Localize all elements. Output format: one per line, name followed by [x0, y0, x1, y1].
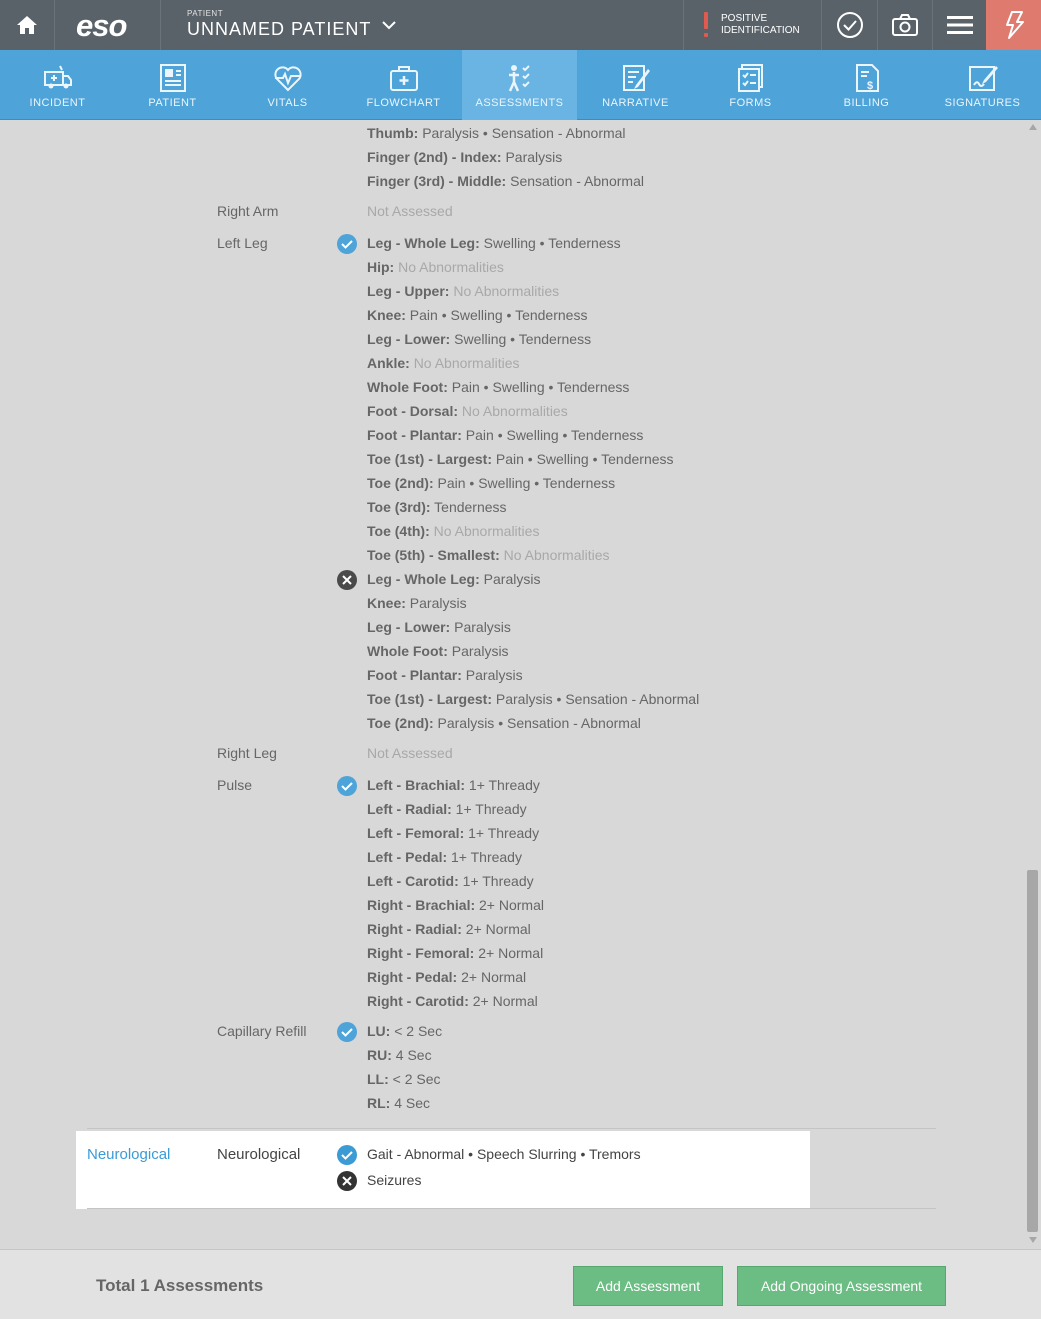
- scroll-up-arrow-icon[interactable]: [1029, 124, 1037, 130]
- tab-label: PATIENT: [148, 97, 197, 109]
- category-label-pulse: Pulse: [217, 777, 253, 793]
- assessment-line: Left - Pedal: 1+ Thready: [367, 849, 522, 865]
- tab-billing[interactable]: [809, 50, 924, 120]
- tab-label: NARRATIVE: [602, 97, 669, 109]
- assessment-line: Right - Radial: 2+ Normal: [367, 921, 531, 937]
- assessment-line: Toe (4th): No Abnormalities: [367, 523, 540, 539]
- assessment-line: Finger (2nd) - Index: Paralysis: [367, 149, 563, 165]
- assessment-line: Right - Carotid: 2+ Normal: [367, 993, 538, 1009]
- divider: [683, 0, 684, 50]
- assessment-line: Knee: Pain • Swelling • Tenderness: [367, 307, 588, 323]
- tab-signatures[interactable]: [925, 50, 1040, 120]
- neurological-row[interactable]: [76, 1131, 810, 1209]
- footer-bar: [0, 1249, 1041, 1319]
- assessment-line: Leg - Whole Leg: Paralysis: [367, 571, 541, 587]
- x-circle-icon: [337, 1171, 357, 1191]
- assessment-line: Thumb: Paralysis • Sensation - Abnormal: [367, 125, 626, 141]
- patient-card-icon: [158, 64, 188, 92]
- scrollbar-thumb[interactable]: [1027, 870, 1038, 1232]
- check-circle-icon: [337, 1022, 357, 1042]
- assessment-line: Toe (2nd): Paralysis • Sensation - Abnormal: [367, 715, 641, 731]
- assessment-line: Leg - Lower: Paralysis: [367, 619, 511, 635]
- section-nav: [0, 50, 1041, 120]
- divider: [160, 0, 161, 50]
- menu-icon: [947, 15, 973, 35]
- flash-button[interactable]: [986, 0, 1041, 50]
- assessment-line: LL: < 2 Sec: [367, 1071, 441, 1087]
- signature-icon: [968, 64, 998, 92]
- flash-icon: [1003, 11, 1025, 39]
- not-assessed-value: Not Assessed: [367, 203, 453, 219]
- assessment-line: Right - Femoral: 2+ Normal: [367, 945, 544, 961]
- tab-label: INCIDENT: [29, 97, 86, 109]
- brand-logo: eso: [76, 8, 127, 43]
- assessment-line: Right - Brachial: 2+ Normal: [367, 897, 544, 913]
- x-circle-icon: [337, 570, 357, 590]
- assessment-line: Left - Brachial: 1+ Thready: [367, 777, 540, 793]
- svg-text:$: $: [867, 80, 874, 92]
- menu-button[interactable]: [933, 0, 986, 50]
- tab-incident[interactable]: [0, 50, 115, 120]
- divider: [87, 1128, 936, 1129]
- assessment-line: Foot - Plantar: Pain • Swelling • Tenderness: [367, 427, 644, 443]
- alert-icon: [704, 12, 708, 29]
- tab-label: ASSESSMENTS: [475, 97, 564, 109]
- heart-pulse-icon: [273, 64, 303, 92]
- camera-icon: [891, 13, 919, 37]
- tab-patient[interactable]: [115, 50, 230, 120]
- positive-identification-label: POSITIVE IDENTIFICATION: [721, 13, 800, 36]
- assessment-line: Whole Foot: Paralysis: [367, 643, 509, 659]
- category-label-capillary-refill: Capillary Refill: [217, 1023, 307, 1039]
- tab-narrative[interactable]: [578, 50, 693, 120]
- assessment-line: Ankle: No Abnormalities: [367, 355, 520, 371]
- category-label-right-leg: Right Leg: [217, 745, 277, 761]
- alert-icon-dot: [704, 33, 708, 37]
- tab-vitals[interactable]: [230, 50, 345, 120]
- assessment-line: RL: 4 Sec: [367, 1095, 431, 1111]
- billing-icon: [852, 64, 882, 92]
- tab-label: FLOWCHART: [366, 97, 441, 109]
- assessment-line: Toe (3rd): Tenderness: [367, 499, 507, 515]
- assessment-line: Right - Pedal: 2+ Normal: [367, 969, 527, 985]
- chevron-down-icon: [382, 20, 396, 30]
- section-link-neurological[interactable]: Neurological: [87, 1146, 171, 1163]
- assessment-line: Left - Carotid: 1+ Thready: [367, 873, 534, 889]
- tab-label: FORMS: [729, 97, 772, 109]
- add-ongoing-assessment-button[interactable]: Add Ongoing Assessment: [737, 1266, 946, 1306]
- assessment-line: Leg - Upper: No Abnormalities: [367, 283, 560, 299]
- total-assessments: Total 1 Assessments: [96, 1276, 264, 1295]
- forms-icon: [736, 64, 766, 92]
- divider: [87, 1208, 936, 1209]
- not-assessed-value: Not Assessed: [367, 745, 453, 761]
- check-circle-icon: [836, 11, 864, 39]
- tab-label: VITALS: [267, 97, 308, 109]
- assessment-line: Finger (3rd) - Middle: Sensation - Abnormal: [367, 173, 644, 189]
- tab-label: BILLING: [843, 97, 890, 109]
- category-label-neurological: Neurological: [217, 1146, 301, 1163]
- ambulance-icon: [43, 64, 73, 92]
- assessment-line: Toe (1st) - Largest: Pain • Swelling • Tenderness: [367, 451, 674, 467]
- neuro-negative-findings: Seizures: [367, 1172, 422, 1188]
- category-label-left-leg: Left Leg: [217, 235, 268, 251]
- home-button[interactable]: [0, 0, 55, 50]
- assessment-line: Leg - Lower: Swelling • Tenderness: [367, 331, 592, 347]
- home-icon: [16, 15, 38, 35]
- neuro-positive-findings: Gait - Abnormal • Speech Slurring • Tremors: [367, 1146, 641, 1162]
- check-circle-icon: [337, 234, 357, 254]
- pencil-doc-icon: [621, 64, 651, 92]
- medkit-icon: [389, 64, 419, 92]
- assessment-line: Knee: Paralysis: [367, 595, 467, 611]
- assessment-line: Foot - Plantar: Paralysis: [367, 667, 523, 683]
- validate-button[interactable]: [822, 0, 877, 50]
- tab-label: SIGNATURES: [944, 97, 1021, 109]
- assessment-line: Left - Femoral: 1+ Thready: [367, 825, 540, 841]
- assessment-line: Toe (1st) - Largest: Paralysis • Sensation - Abnormal: [367, 691, 700, 707]
- assessment-line: Toe (2nd): Pain • Swelling • Tenderness: [367, 475, 616, 491]
- assessment-line: Whole Foot: Pain • Swelling • Tenderness: [367, 379, 630, 395]
- assessment-line: Toe (5th) - Smallest: No Abnormalities: [367, 547, 610, 563]
- scroll-down-arrow-icon[interactable]: [1029, 1237, 1037, 1243]
- assessment-line: Leg - Whole Leg: Swelling • Tenderness: [367, 235, 621, 251]
- category-label-right-arm: Right Arm: [217, 203, 279, 219]
- assessment-line: Left - Radial: 1+ Thready: [367, 801, 527, 817]
- assessment-line: Hip: No Abnormalities: [367, 259, 504, 275]
- tab-assessments[interactable]: [462, 50, 577, 120]
- patient-label: PATIENT: [187, 9, 224, 18]
- assessment-line: Foot - Dorsal: No Abnormalities: [367, 403, 568, 419]
- check-circle-icon: [337, 776, 357, 796]
- check-circle-icon: [337, 1145, 357, 1165]
- tab-forms[interactable]: [693, 50, 808, 120]
- add-assessment-button[interactable]: Add Assessment: [573, 1266, 723, 1306]
- body-checklist-icon: [505, 64, 535, 92]
- assessment-line: RU: 4 Sec: [367, 1047, 432, 1063]
- tab-flowchart[interactable]: [346, 50, 461, 120]
- assessment-details: [0, 121, 1024, 1249]
- assessment-line: LU: < 2 Sec: [367, 1023, 443, 1039]
- top-bar: [0, 0, 1041, 50]
- patient-name: UNNAMED PATIENT: [187, 19, 372, 39]
- camera-button[interactable]: [878, 0, 932, 50]
